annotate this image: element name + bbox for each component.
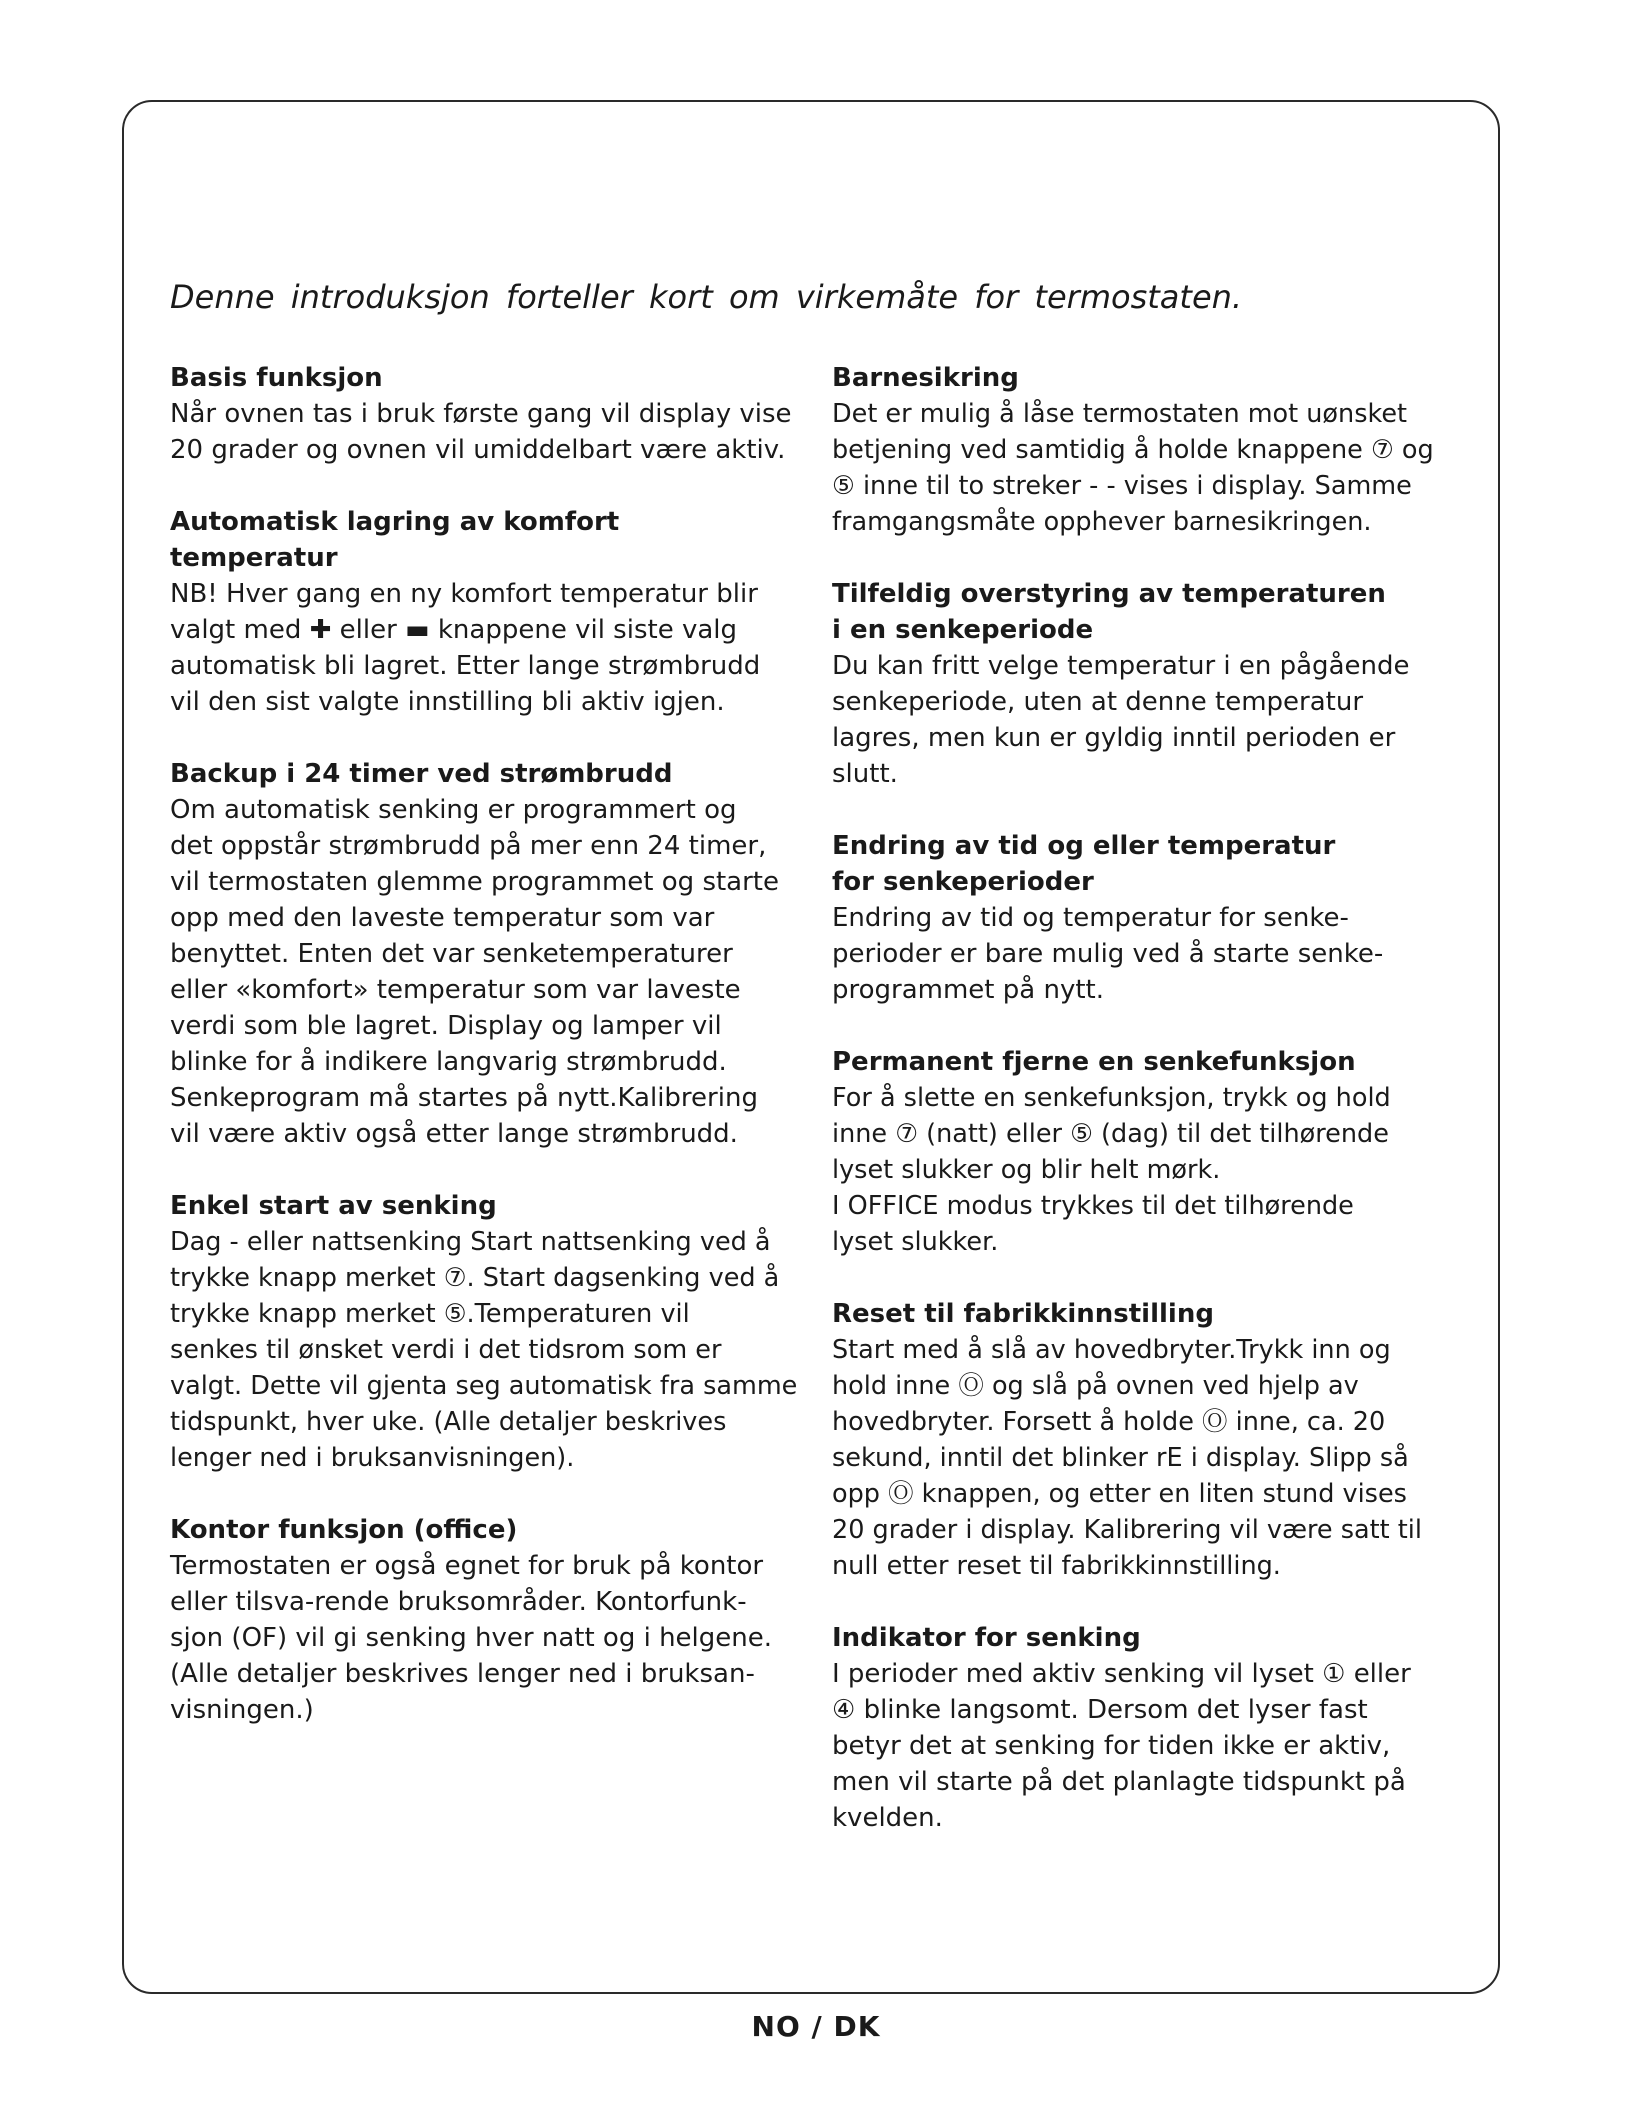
section-body: Endring av tid og temperatur for senke- perioder er bare mulig ved å starte senke- programmet på nytt.: [832, 903, 1384, 1005]
section-title: Indikator for senking: [832, 1623, 1141, 1653]
section-indikator: [832, 1620, 1472, 1836]
section-enkel-start: [170, 1188, 810, 1476]
section-title: Permanent fjerne en senkefunksjon: [832, 1047, 1356, 1077]
section-body: Dag - eller nattsenking Start nattsenking ved å trykke knapp merket ⑦. Start dagsenking ved å trykke knapp merket ⑤.Temperaturen vil senkes til ønsket verdi i det tidsrom som er valgt. Dette vil gjenta seg automatisk fra samme tidspunkt, hver uke. (Alle detaljer beskrives lenger ned i bruksanvisningen).: [170, 1227, 798, 1473]
section-body: Du kan fritt velge temperatur i en pågående senkeperiode, uten at denne temperatur lagres, men kun er gyldig inntil perioden er slutt.: [832, 651, 1410, 789]
section-tilfeldig-overstyring: [832, 576, 1472, 792]
left-column: [170, 360, 810, 1764]
intro-text: Denne introduksjon forteller kort om virkemåte for termostaten.: [170, 278, 1243, 316]
section-body: NB! Hver gang en ny komfort temperatur blir valgt med ✚ eller ▬ knappene vil siste valg automatisk bli lagret. Etter lange strømbrudd vil den sist valgte innstilling bli aktiv igjen.: [170, 579, 761, 717]
section-body: I perioder med aktiv senking vil lyset ① eller ④ blinke langsomt. Dersom det lyser fast betyr det at senking for tiden ikke er aktiv, men vil starte på det planlagte tidspunkt på kvelden.: [832, 1659, 1411, 1833]
section-endring-tid: [832, 828, 1472, 1008]
right-column: [832, 360, 1472, 1872]
footer-language-code: NO / DK: [751, 2010, 881, 2043]
section-body: Termostaten er også egnet for bruk på kontor eller tilsva-rende bruksområder. Kontorfunk- sjon (OF) vil gi senking hver natt og i helgene. (Alle detaljer beskrives lenger ned i bruksan- visningen.): [170, 1551, 773, 1725]
section-title: Backup i 24 timer ved strømbrudd: [170, 759, 673, 789]
section-reset: [832, 1296, 1472, 1584]
section-title: Barnesikring: [832, 363, 1019, 393]
section-title: Basis funksjon: [170, 363, 383, 393]
section-body: For å slette en senkefunksjon, trykk og hold inne ⑦ (natt) eller ⑤ (dag) til det tilhørende lyset slukker og blir helt mørk. I OFFICE modus trykkes til det tilhørende lyset slukker.: [832, 1083, 1391, 1257]
section-basis-funksjon: [170, 360, 810, 468]
section-title: Enkel start av senking: [170, 1191, 497, 1221]
section-body: Start med å slå av hovedbryter.Trykk inn og hold inne Ⓞ og slå på ovnen ved hjelp av hovedbryter. Forsett å holde Ⓞ inne, ca. 20 sekund, inntil det blinker rE i display. Slipp så opp Ⓞ knappen, og etter en liten stund vises 20 grader i display. Kalibrering vil være satt til null etter reset til fabrikkinnstilling.: [832, 1335, 1422, 1581]
section-kontor-funksjon: [170, 1512, 810, 1728]
section-title: Automatisk lagring av komfort temperatur: [170, 507, 620, 573]
section-body: Når ovnen tas i bruk første gang vil display vise 20 grader og ovnen vil umiddelbart være aktiv.: [170, 399, 792, 465]
section-body: Det er mulig å låse termostaten mot uønsket betjening ved samtidig å holde knappene ⑦ og ⑤ inne til to streker - - vises i display. Samme framgangsmåte opphever barnesikringen.: [832, 399, 1434, 537]
section-title: Tilfeldig overstyring av temperaturen i en senkeperiode: [832, 579, 1386, 645]
section-barnesikring: [832, 360, 1472, 540]
section-title: Reset til fabrikkinnstilling: [832, 1299, 1214, 1329]
section-title: Kontor funksjon (office): [170, 1515, 518, 1545]
section-title: Endring av tid og eller temperatur for senkeperioder: [832, 831, 1336, 897]
section-permanent-fjerne: [832, 1044, 1472, 1260]
section-automatisk-lagring: [170, 504, 810, 720]
section-body: Om automatisk senking er programmert og det oppstår strømbrudd på mer enn 24 timer, vil termostaten glemme programmet og starte opp med den laveste temperatur som var benyttet. Enten det var senketemperaturer eller «komfort» temperatur som var laveste verdi som ble lagret. Display og lamper vil blinke for å indikere langvarig strømbrudd. Senkeprogram må startes på nytt.Kalibrering vil være aktiv også etter lange strømbrudd.: [170, 795, 779, 1149]
section-backup-strombrudd: [170, 756, 810, 1152]
